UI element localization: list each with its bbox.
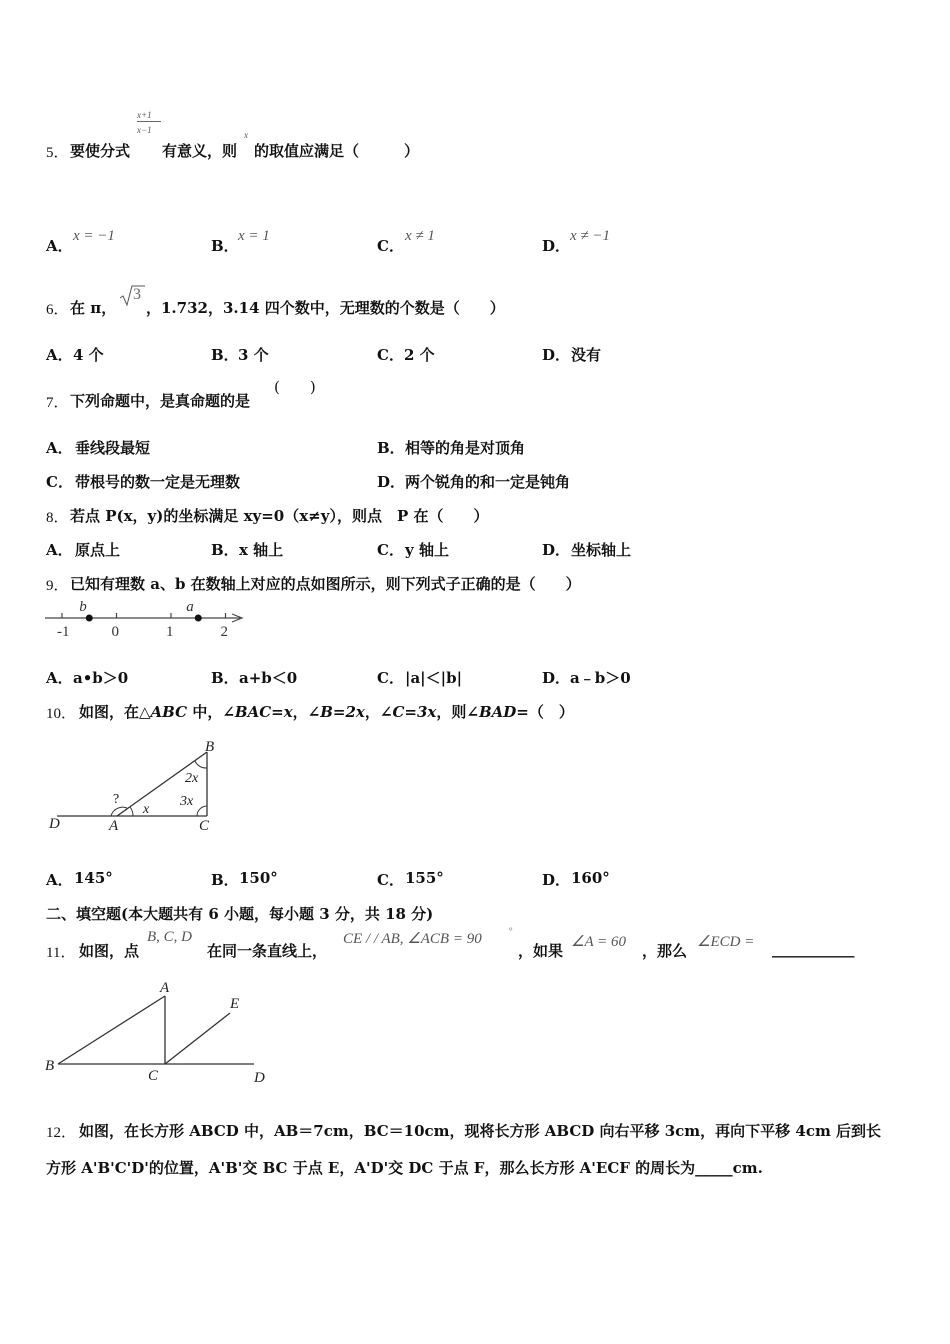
- point-label-b: B: [45, 1058, 55, 1074]
- option-label: A．: [46, 669, 73, 687]
- option-text: a+b＜0: [239, 669, 298, 687]
- text-part: 如图，在△: [79, 703, 151, 721]
- option-text: |a|＜|b|: [405, 669, 463, 687]
- question-number: 9．: [46, 578, 69, 594]
- point-label-c: C: [148, 1068, 159, 1084]
- question-text: 在同一条直线上，: [207, 942, 328, 960]
- question-text: 的取值应满足（ ）: [254, 142, 420, 160]
- option-label: D．: [542, 541, 571, 559]
- point-label-d: D: [254, 1070, 265, 1086]
- question-number: 10．: [46, 706, 77, 722]
- option-label: C．: [377, 541, 404, 559]
- option-label: D．: [542, 871, 571, 889]
- answer-paren: ( ): [274, 378, 316, 396]
- option-text: 4 个: [73, 346, 104, 364]
- option-label: C．: [377, 871, 404, 889]
- point-a-label: a: [186, 599, 194, 615]
- option-text: 2 个: [404, 346, 435, 364]
- question-number: 7．: [46, 395, 69, 411]
- question-text: [79, 701, 574, 722]
- option-text: 145°: [74, 869, 113, 887]
- option-text: y 轴上: [405, 541, 449, 559]
- axis-tick-label: -1: [57, 624, 70, 640]
- question-text: 已知有理数 a、b 在数轴上对应的点如图所示，则下列式子正确的是（ ）: [70, 575, 581, 593]
- option-text: 160°: [571, 869, 610, 887]
- question-text: ，那么: [642, 942, 688, 960]
- question-number: 5．: [46, 145, 69, 161]
- option-text: x 轴上: [239, 541, 284, 559]
- angle-label-x: x: [143, 802, 150, 817]
- option-label: B．: [211, 346, 239, 364]
- question-text-line-1: 如图，在长方形 ABCD 中，AB＝7cm，BC＝10cm，现将长方形 ABCD 向右平移 3cm，再向下平移 4cm 后到长: [79, 1122, 882, 1140]
- vertex-label-a: A: [109, 818, 119, 834]
- question-number: 12．: [46, 1125, 77, 1141]
- option-label: C．: [377, 346, 404, 364]
- option-label: A．: [46, 541, 73, 559]
- option-text: a﹣b＞0: [570, 669, 631, 687]
- option-text: 坐标轴上: [571, 541, 632, 559]
- section-heading: 二、填空题(本大题共有 6 小题，每小题 3 分，共 18 分): [46, 905, 434, 923]
- text-part: 中，∠: [187, 703, 235, 721]
- axis-ticks: [57, 613, 228, 640]
- option-text: 没有: [571, 346, 602, 364]
- option-text: 相等的角是对顶角: [405, 439, 526, 457]
- option-text: 带根号的数一定是无理数: [75, 473, 241, 491]
- axis-tick-label: 0: [111, 624, 119, 640]
- vertex-label-d: D: [49, 816, 60, 832]
- option-label: A．: [46, 439, 73, 457]
- point-label-a: A: [160, 980, 170, 996]
- option-text: a•b＞0: [73, 669, 129, 687]
- answer-blank: ___________: [772, 940, 855, 958]
- vertex-label-b: B: [205, 740, 215, 755]
- fraction-numerator: x+1: [137, 110, 152, 120]
- angle-arc-x: [130, 807, 133, 816]
- question-text: 有意义，则: [162, 142, 238, 160]
- option-label: A．: [46, 871, 73, 889]
- question-text: 下列命题中，是真命题的是: [70, 392, 251, 410]
- question-number: 8．: [46, 510, 69, 526]
- text-part: （ ）: [528, 703, 574, 721]
- option-label: A．: [46, 237, 73, 255]
- option-label: B．: [211, 871, 239, 889]
- math-part: C=3x: [392, 703, 437, 721]
- option-label: C．: [377, 237, 404, 255]
- question-text: 如图，点: [79, 942, 140, 960]
- question-text-line-2: 方形 A'B'C'D'的位置，A'B'交 BC 于点 E，A'D'交 DC 于点 F，那么长方形 A'ECF 的周长为_____cm.: [46, 1159, 763, 1177]
- math-part: BAC=x: [234, 703, 293, 721]
- option-text: 垂线段最短: [75, 439, 151, 457]
- option-math: x = 1: [238, 228, 270, 244]
- math-angle-a: ∠A = 60: [571, 934, 626, 950]
- point-label-e: E: [230, 996, 240, 1012]
- parallel-lines-figure: [40, 978, 280, 1088]
- question-number: 6．: [46, 302, 69, 318]
- text-part: ，则∠: [436, 703, 479, 721]
- question-text: 在 π，: [70, 299, 117, 317]
- angle-arc-2x: [195, 761, 207, 768]
- axis-tick-label: 1: [166, 624, 174, 640]
- option-label: B．: [211, 237, 239, 255]
- point-b-dot: [86, 615, 93, 622]
- angle-label-2x: 2x: [185, 771, 199, 786]
- question-text: ，1.732，3.14 四个数中，无理数的个数是（ ）: [146, 299, 505, 317]
- point-b-label: b: [79, 599, 87, 615]
- option-math: x = −1: [73, 228, 115, 244]
- axis-tick-label: 2: [220, 624, 228, 640]
- question-number: 11．: [46, 945, 76, 961]
- math-points: B, C, D: [147, 929, 192, 945]
- sqrt-symbol: [118, 284, 146, 308]
- fraction-denominator: x−1: [137, 125, 152, 135]
- option-math: x ≠ −1: [570, 228, 611, 244]
- angle-label-3x: 3x: [180, 794, 194, 809]
- math-part: BAD=: [478, 703, 529, 721]
- vertex-label-c: C: [199, 818, 210, 834]
- triangle-figure: [45, 740, 225, 836]
- option-text: 两个锐角的和一定是钝角: [405, 473, 571, 491]
- text-part: ，∠: [364, 703, 393, 721]
- point-a-dot: [195, 615, 202, 622]
- sqrt-argument: 3: [133, 286, 141, 303]
- option-text: 原点上: [75, 541, 121, 559]
- segment-ab: [58, 996, 165, 1064]
- option-label: B．: [211, 541, 239, 559]
- math-condition: CE / / AB, ∠ACB = 90: [343, 931, 482, 947]
- option-label: B．: [377, 439, 405, 457]
- math-part: ABC: [150, 703, 188, 721]
- angle-arc-3x: [197, 806, 207, 816]
- degree-sign: °: [509, 926, 513, 936]
- question-text: 若点 P(x，y)的坐标满足 xy=0（x≠y），则点 P 在（ ）: [70, 507, 489, 525]
- option-text: 3 个: [238, 346, 269, 364]
- option-label: C．: [46, 473, 73, 491]
- option-label: D．: [542, 237, 571, 255]
- text-part: ，∠: [292, 703, 321, 721]
- option-math: x ≠ 1: [405, 228, 435, 244]
- math-angle-ecd: ∠ECD =: [697, 934, 755, 950]
- question-text: 要使分式: [70, 142, 131, 160]
- unknown-angle-mark: ?: [113, 792, 120, 807]
- option-label: C．: [377, 669, 404, 687]
- option-label: D．: [377, 473, 406, 491]
- option-label: D．: [542, 669, 571, 687]
- option-label: D．: [542, 346, 571, 364]
- number-line-figure: [40, 598, 250, 644]
- option-text: 155°: [405, 869, 444, 887]
- option-label: B．: [211, 669, 239, 687]
- math-part: B=2x: [320, 703, 365, 721]
- segment-ce: [165, 1013, 230, 1064]
- question-text: ，如果: [518, 942, 564, 960]
- fraction-bar: [137, 121, 161, 122]
- option-text: 150°: [239, 869, 278, 887]
- option-label: A．: [46, 346, 73, 364]
- variable: x: [244, 130, 248, 140]
